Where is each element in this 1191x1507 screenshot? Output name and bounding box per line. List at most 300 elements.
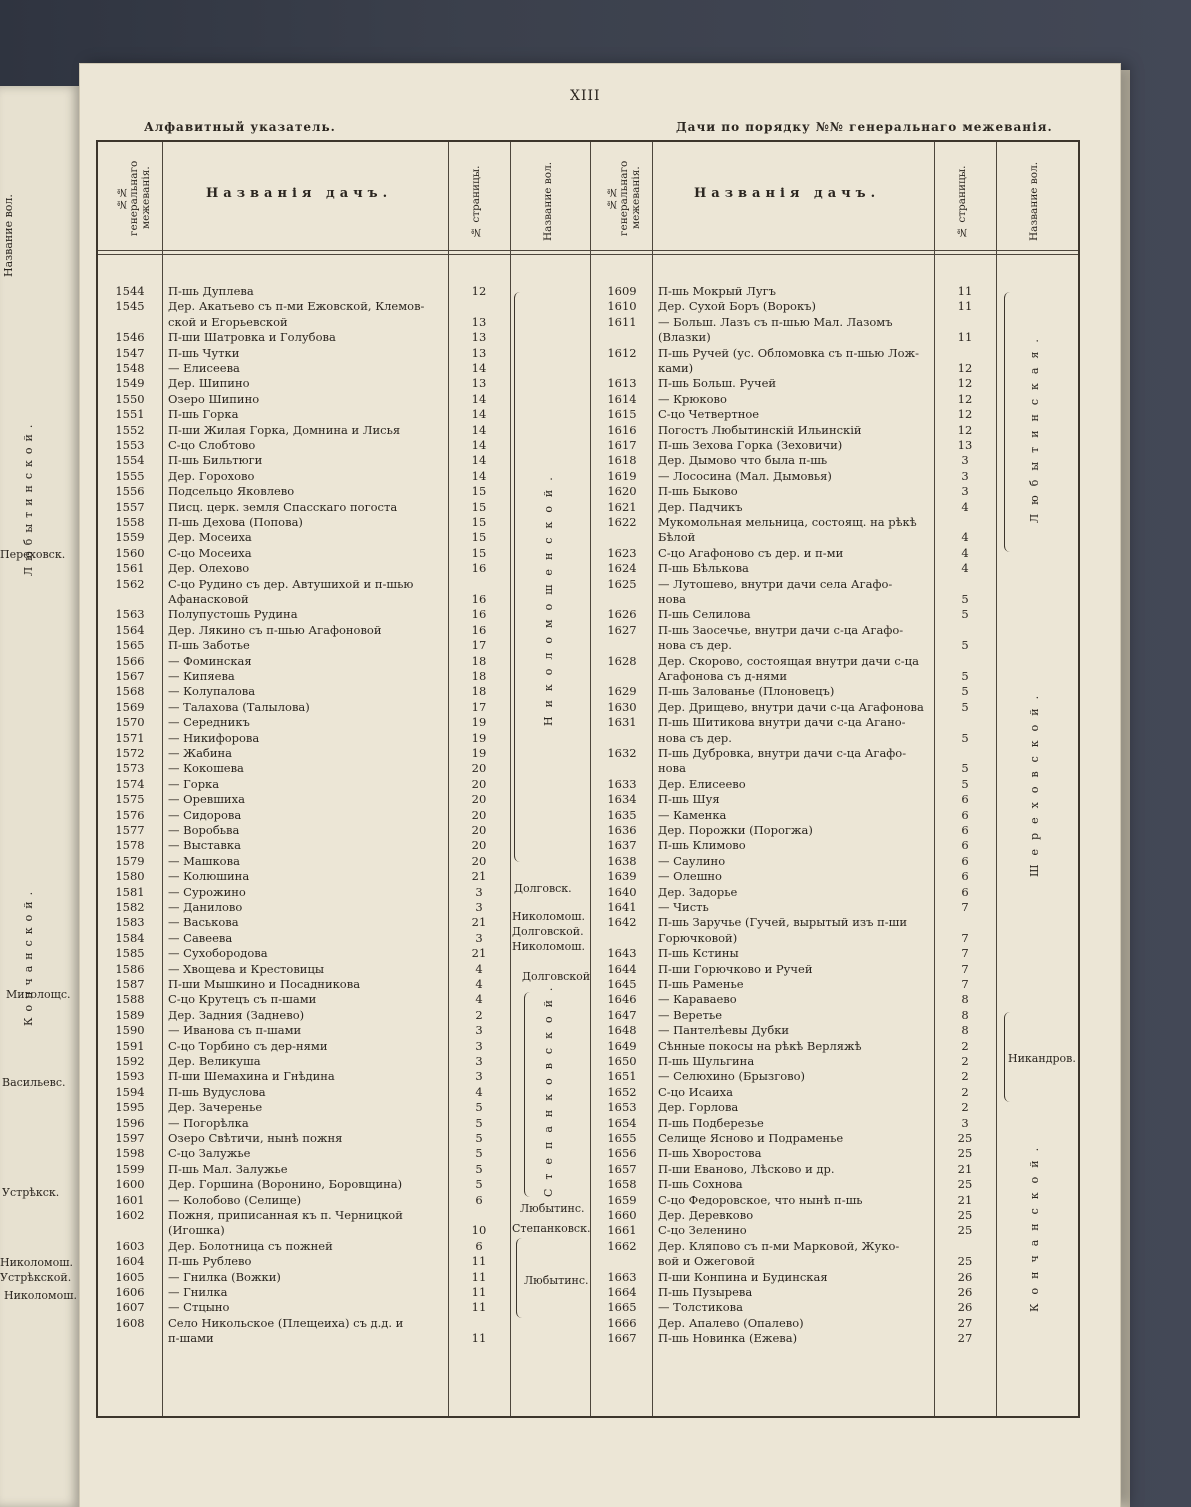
row-name: Дер. Великуша (168, 1054, 261, 1068)
row-page (454, 1316, 504, 1330)
row-page: 5 (961, 699, 969, 714)
row-page (940, 915, 990, 929)
row-number: 1596 (115, 1115, 145, 1130)
left-item-ustrekskoy: Устрѣкской. (0, 1271, 72, 1284)
row-page: 13 (471, 314, 487, 329)
row-number: 1567 (115, 669, 145, 683)
row-name: Дер. Мосеиха (168, 530, 252, 545)
row-page: 20 (471, 853, 487, 868)
row-number: 1575 (115, 792, 145, 807)
row-name: Дер. Задорье (658, 884, 738, 899)
row-number: 1665 (607, 1300, 637, 1315)
header-right: Дачи по порядку №№ генеральнаго межеванія. (676, 120, 1053, 134)
row-number: 1591 (115, 1038, 145, 1053)
row-page: 25 (957, 1223, 973, 1238)
row-number: 1578 (115, 838, 145, 853)
row-number: 1595 (115, 1100, 145, 1115)
row-page: 4 (961, 561, 969, 576)
row-number: 1553 (115, 438, 145, 452)
row-number: 1612 (607, 345, 637, 360)
row-page: 18 (471, 669, 487, 683)
row-number: 1586 (115, 961, 145, 976)
row-number (592, 1254, 652, 1268)
row-name: — Васькова (168, 915, 239, 930)
volost-lyubytins-2: Любытинс. (524, 1274, 589, 1287)
row-page: 14 (471, 361, 487, 375)
row-number (592, 931, 652, 945)
row-number: 1635 (607, 807, 637, 822)
row-name: П-шь Заботье (168, 638, 250, 653)
volost-stepankovskoy: Степанковской. (542, 978, 555, 1197)
row-number: 1598 (115, 1146, 145, 1161)
row-number: 1562 (115, 576, 145, 591)
row-number: 1627 (607, 622, 637, 637)
row-page: 8 (961, 1023, 969, 1038)
left-item-ustrekck: Устрѣкск. (2, 1186, 60, 1199)
row-number: 1652 (607, 1084, 637, 1099)
row-name: Полупустошь Рудина (168, 607, 298, 622)
row-number: 1552 (115, 422, 145, 437)
row-page: 11 (471, 1285, 487, 1299)
row-number: 1609 (607, 284, 637, 298)
row-name: П-шь Зехова Горка (Зеховичи) (658, 438, 843, 452)
row-page: 18 (471, 684, 487, 699)
row-page: 19 (471, 730, 487, 745)
row-name: — Стцыно (168, 1300, 230, 1315)
row-number: 1654 (607, 1115, 637, 1130)
row-page: 11 (957, 299, 973, 314)
row-page: 15 (471, 515, 487, 529)
volost-lyubytinskaya: Любытинская. (1028, 330, 1041, 524)
row-name: Озеро Шипино (168, 391, 260, 406)
row-name: П-шь Раменье (658, 977, 744, 991)
row-number: 1664 (607, 1285, 637, 1299)
row-page: 12 (957, 422, 973, 437)
row-name: — Гнилка (168, 1285, 228, 1299)
row-name: — Гнилка (Вожки) (168, 1269, 281, 1284)
row-number: 1583 (115, 915, 145, 930)
row-name: — Олешно (658, 869, 722, 884)
row-number: 1629 (607, 684, 637, 699)
row-name: — Чисть (658, 900, 709, 914)
row-name: П-шь Подберезье (658, 1115, 764, 1130)
row-page: 20 (471, 823, 487, 837)
row-page: 8 (961, 992, 969, 1007)
row-number: 1592 (115, 1054, 145, 1068)
row-name: (Игошка) (168, 1223, 225, 1238)
row-page: 16 (471, 561, 487, 576)
row-name: П-шь Заосечье, внутри дачи с-ца Агафо- (658, 622, 904, 637)
left-item-vasilevs: Васильевс. (2, 1076, 66, 1089)
row-number: 1626 (607, 607, 637, 622)
row-name: Дер. Елисеево (658, 776, 746, 791)
col-separator (652, 142, 653, 1416)
row-number: 1641 (607, 900, 637, 914)
row-page: 11 (471, 1300, 487, 1315)
row-page: 4 (961, 530, 969, 545)
row-name: С-цо Крутецъ съ п-шами (168, 992, 317, 1007)
left-volost-konchanskoy: Кончанской. (22, 885, 35, 1026)
row-number: 1638 (607, 853, 637, 868)
row-page: 16 (471, 622, 487, 637)
row-page: 19 (471, 746, 487, 760)
row-name: ками) (658, 361, 694, 375)
page-number: XIII (570, 88, 601, 104)
row-name: Дер. Падчикъ (658, 499, 743, 514)
row-page (940, 623, 990, 637)
row-name: п-шами (168, 1331, 214, 1346)
row-name: Дер. Горшина (Воронино, Боровщина) (168, 1177, 403, 1192)
row-page: 6 (961, 838, 969, 853)
row-name: П-шь Ручей (ус. Обломовка съ п-шью Лож- (658, 345, 919, 360)
row-name: ской и Егорьевской (168, 314, 288, 329)
row-name: П-ши Горючково и Ручей (658, 961, 813, 976)
row-page: 8 (961, 1007, 969, 1022)
row-page: 25 (957, 1131, 973, 1145)
header-name-right: Названія дачъ. (694, 186, 881, 201)
row-page: 2 (961, 1100, 969, 1115)
row-name: Мукомольная мельница, состоящ. на рѣкѣ (658, 515, 917, 529)
row-number: 1557 (115, 499, 145, 514)
row-page (454, 299, 504, 313)
row-name: — Машкова (168, 853, 240, 868)
row-number (100, 1223, 160, 1237)
row-name: С-цо Зеленино (658, 1223, 747, 1238)
row-name: — Колюшина (168, 869, 250, 884)
row-name: Селище Ясново и Подраменье (658, 1131, 844, 1145)
row-page: 14 (471, 391, 487, 406)
volost-dolgovskoy-2: Долговской (522, 970, 591, 983)
row-page: 3 (475, 930, 483, 945)
left-page-fragment (0, 86, 80, 1507)
row-number: 1603 (115, 1238, 145, 1253)
row-number: 1588 (115, 992, 145, 1007)
row-number: 1580 (115, 869, 145, 884)
row-name: — Больш. Лазъ съ п-шью Мал. Лазомъ (658, 314, 893, 329)
row-name: П-шь Заручье (Гучей, вырытый изъ п-ши (658, 915, 908, 930)
row-page: 6 (475, 1238, 483, 1253)
row-page: 7 (961, 946, 969, 961)
row-name: — Данилово (168, 900, 243, 914)
row-page: 7 (961, 930, 969, 945)
volost-nikolomosh-2: Николомош. (512, 940, 585, 953)
row-number: 1661 (607, 1223, 637, 1238)
row-name: С-цо Рудино съ дер. Автушихой и п-шью (168, 576, 414, 591)
row-page: 5 (475, 1146, 483, 1161)
row-page: 6 (961, 823, 969, 837)
row-page: 6 (961, 807, 969, 822)
volost-brace (514, 292, 520, 862)
row-number: 1660 (607, 1208, 637, 1222)
row-name: С-цо Четвертное (658, 407, 760, 422)
row-page (940, 654, 990, 668)
row-number: 1569 (115, 699, 145, 714)
row-name: — Кипяева (168, 669, 235, 683)
volost-nikolomosh-1: Николомош. (512, 910, 585, 923)
row-number: 1584 (115, 930, 145, 945)
row-page: 5 (475, 1100, 483, 1115)
row-number: 1576 (115, 807, 145, 822)
row-name: нова (658, 761, 686, 776)
row-number: 1554 (115, 453, 145, 468)
row-number: 1571 (115, 730, 145, 745)
row-name: П-шь Дехова (Попова) (168, 515, 303, 529)
row-page: 3 (475, 1054, 483, 1068)
row-number: 1613 (607, 376, 637, 391)
row-page: 27 (957, 1331, 973, 1346)
row-name: — Выставка (168, 838, 241, 853)
row-name: — Сухобородова (168, 946, 268, 961)
row-page: 7 (961, 900, 969, 914)
row-page: 14 (471, 422, 487, 437)
row-page: 13 (957, 438, 973, 452)
row-page: 5 (961, 607, 969, 622)
row-number: 1659 (607, 1192, 637, 1207)
row-name: П-шь Быково (658, 484, 738, 499)
row-page: 14 (471, 453, 487, 468)
row-page: 4 (475, 992, 483, 1007)
row-page: 2 (961, 1084, 969, 1099)
header-volost-left: Название вол. (542, 161, 554, 241)
row-name: Подсельцо Яковлево (168, 484, 295, 499)
row-number (100, 315, 160, 329)
row-name: П-шь Селилова (658, 607, 751, 622)
row-page: 4 (961, 545, 969, 560)
row-number (100, 1331, 160, 1345)
row-number: 1619 (607, 468, 637, 483)
row-name: П-ши Конпина и Будинская (658, 1269, 828, 1284)
volost-konchanskoy: Кончанской. (1028, 1138, 1041, 1312)
row-number: 1560 (115, 545, 145, 560)
row-number: 1606 (115, 1285, 145, 1299)
left-volost-header: Название вол. (2, 194, 15, 278)
row-page: 6 (961, 869, 969, 884)
row-number: 1632 (607, 746, 637, 760)
col-separator (162, 142, 163, 1416)
row-number: 1631 (607, 715, 637, 730)
row-number: 1662 (607, 1238, 637, 1253)
row-number: 1624 (607, 561, 637, 576)
row-name: П-ши Еваново, Лѣсково и др. (658, 1161, 835, 1176)
header-page-left: № страницы. (470, 165, 482, 239)
row-number: 1549 (115, 376, 145, 391)
row-name: — Толстикова (658, 1300, 743, 1315)
row-number: 1582 (115, 900, 145, 914)
row-number: 1568 (115, 684, 145, 699)
row-name: Дер. Шипино (168, 376, 250, 391)
row-name: П-шь Чутки (168, 345, 240, 360)
row-page: 15 (471, 484, 487, 499)
row-number: 1663 (607, 1269, 637, 1284)
row-name: П-ши Мышкино и Посадникова (168, 977, 361, 991)
row-name: П-шь Хворостова (658, 1146, 762, 1161)
row-name: П-шь Горка (168, 407, 239, 422)
row-name: — Елисеева (168, 361, 240, 375)
volost-nikolomoshenskoy: Николомошенской. (542, 468, 555, 726)
row-page: 13 (471, 330, 487, 345)
row-page: 3 (961, 453, 969, 468)
row-page: 3 (961, 484, 969, 499)
row-page: 5 (961, 776, 969, 791)
row-page: 2 (475, 1007, 483, 1022)
row-page: 15 (471, 499, 487, 514)
row-number: 1556 (115, 484, 145, 499)
row-number: 1597 (115, 1131, 145, 1145)
row-page: 16 (471, 592, 487, 606)
row-number: 1622 (607, 515, 637, 529)
row-number: 1544 (115, 284, 145, 298)
header-left: Алфавитный указатель. (144, 120, 336, 134)
row-number (592, 330, 652, 344)
row-page: 6 (475, 1192, 483, 1207)
row-name: Афанасковой (168, 592, 249, 606)
row-number: 1643 (607, 946, 637, 961)
row-page: 12 (957, 376, 973, 391)
row-number: 1589 (115, 1007, 145, 1022)
row-page: 20 (471, 761, 487, 776)
row-name: — Середникъ (168, 715, 250, 730)
row-name: — Талахова (Талылова) (168, 699, 310, 714)
row-name: С-цо Исаиха (658, 1084, 733, 1099)
row-page: 11 (471, 1331, 487, 1346)
row-page: 13 (471, 345, 487, 360)
row-number: 1581 (115, 884, 145, 899)
row-number (592, 761, 652, 775)
row-page (940, 577, 990, 591)
row-name: П-ши Шатровка и Голубова (168, 330, 336, 345)
row-name: Горючковой) (658, 930, 738, 945)
row-name: — Караваево (658, 992, 737, 1007)
volost-stepankovsk: Степанковск. (512, 1222, 591, 1235)
row-page (940, 315, 990, 329)
row-page: 12 (957, 361, 973, 375)
row-name: Погостъ Любытинскій Ильинскій (658, 422, 862, 437)
row-name: П-шь Пузырева (658, 1285, 753, 1299)
row-name: Дер. Акатьево съ п-ми Ежовской, Клемов- (168, 299, 425, 314)
row-number: 1564 (115, 622, 145, 637)
row-page: 11 (471, 1254, 487, 1269)
row-name: С-цо Залужье (168, 1146, 251, 1161)
row-page: 12 (471, 284, 487, 298)
row-page: 11 (957, 330, 973, 345)
row-number: 1655 (607, 1131, 637, 1145)
row-number: 1546 (115, 330, 145, 345)
row-name: — Воробьва (168, 823, 240, 837)
row-page: 4 (475, 977, 483, 991)
row-name: — Селюхино (Брызгово) (658, 1069, 806, 1084)
row-number: 1647 (607, 1007, 637, 1022)
row-page: 17 (471, 699, 487, 714)
main-page (80, 64, 1120, 1507)
row-name: П-ши Жилая Горка, Домнина и Лисья (168, 422, 401, 437)
row-page: 21 (957, 1192, 973, 1207)
row-name: (Влазки) (658, 330, 711, 345)
header-name-left: Названія дачъ. (206, 186, 393, 201)
row-number: 1658 (607, 1177, 637, 1192)
row-number: 1618 (607, 453, 637, 468)
row-name: Дер. Зачеренье (168, 1100, 263, 1115)
row-name: П-шь Дуплева (168, 284, 254, 298)
index-table (96, 140, 1080, 1418)
row-page: 14 (471, 438, 487, 452)
row-name: Дер. Болотница съ пожней (168, 1238, 333, 1253)
row-page: 12 (957, 407, 973, 422)
row-name: — Савеева (168, 930, 233, 945)
row-page: 2 (961, 1038, 969, 1053)
row-name: нова съ дер. (658, 730, 732, 745)
header-page-right: № страницы. (956, 165, 968, 239)
row-number: 1617 (607, 438, 637, 452)
row-number: 1653 (607, 1100, 637, 1115)
row-page: 12 (957, 391, 973, 406)
row-name: — Лутошево, внутри дачи села Агафо- (658, 576, 893, 591)
row-number: 1604 (115, 1254, 145, 1269)
row-number: 1585 (115, 946, 145, 961)
row-number: 1628 (607, 653, 637, 668)
row-page: 5 (475, 1161, 483, 1176)
row-page: 2 (961, 1069, 969, 1084)
row-page: 3 (961, 1115, 969, 1130)
row-number: 1646 (607, 992, 637, 1007)
page-edge (1120, 70, 1130, 1507)
row-page: 25 (957, 1146, 973, 1161)
row-name: П-шь Залованье (Плоновецъ) (658, 684, 835, 699)
row-number: 1640 (607, 884, 637, 899)
row-name: С-цо Мосеиха (168, 545, 252, 560)
row-name: П-шь Сохнова (658, 1177, 743, 1192)
row-name: Озеро Свѣтичи, нынѣ пожня (168, 1131, 343, 1145)
row-page: 6 (961, 792, 969, 807)
row-number (592, 669, 652, 683)
row-number: 1570 (115, 715, 145, 730)
row-page: 4 (475, 961, 483, 976)
row-page: 2 (961, 1054, 969, 1068)
row-page: 13 (471, 376, 487, 391)
row-number: 1625 (607, 576, 637, 591)
row-name: Дер. Горлова (658, 1100, 739, 1115)
row-page (454, 1208, 504, 1222)
row-number (592, 530, 652, 544)
row-number (592, 592, 652, 606)
row-number: 1657 (607, 1161, 637, 1176)
row-name: П-шь Климово (658, 838, 746, 853)
row-page: 5 (961, 669, 969, 683)
volost-brace (1004, 292, 1010, 552)
row-number: 1602 (115, 1208, 145, 1222)
row-number (592, 638, 652, 652)
row-page: 5 (961, 684, 969, 699)
row-page: 6 (961, 853, 969, 868)
row-page: 21 (471, 946, 487, 961)
row-number: 1607 (115, 1300, 145, 1315)
row-name: П-шь Кстины (658, 946, 739, 961)
row-number: 1587 (115, 977, 145, 991)
row-page: 3 (475, 1023, 483, 1038)
row-number: 1563 (115, 607, 145, 622)
row-number: 1605 (115, 1269, 145, 1284)
row-number (592, 731, 652, 745)
left-item-nikolomosh-2: Николомош. (4, 1289, 77, 1302)
row-name: Дер. Дымово что была п-шь (658, 453, 828, 468)
col-separator (934, 142, 935, 1416)
row-name: — Кокошева (168, 761, 244, 776)
row-number: 1639 (607, 869, 637, 884)
row-name: — Пантелѣевы Дубки (658, 1023, 790, 1038)
row-number (592, 361, 652, 375)
row-page: 25 (957, 1254, 973, 1269)
row-name: — Оревшиха (168, 792, 245, 807)
row-page: 3 (475, 1069, 483, 1084)
